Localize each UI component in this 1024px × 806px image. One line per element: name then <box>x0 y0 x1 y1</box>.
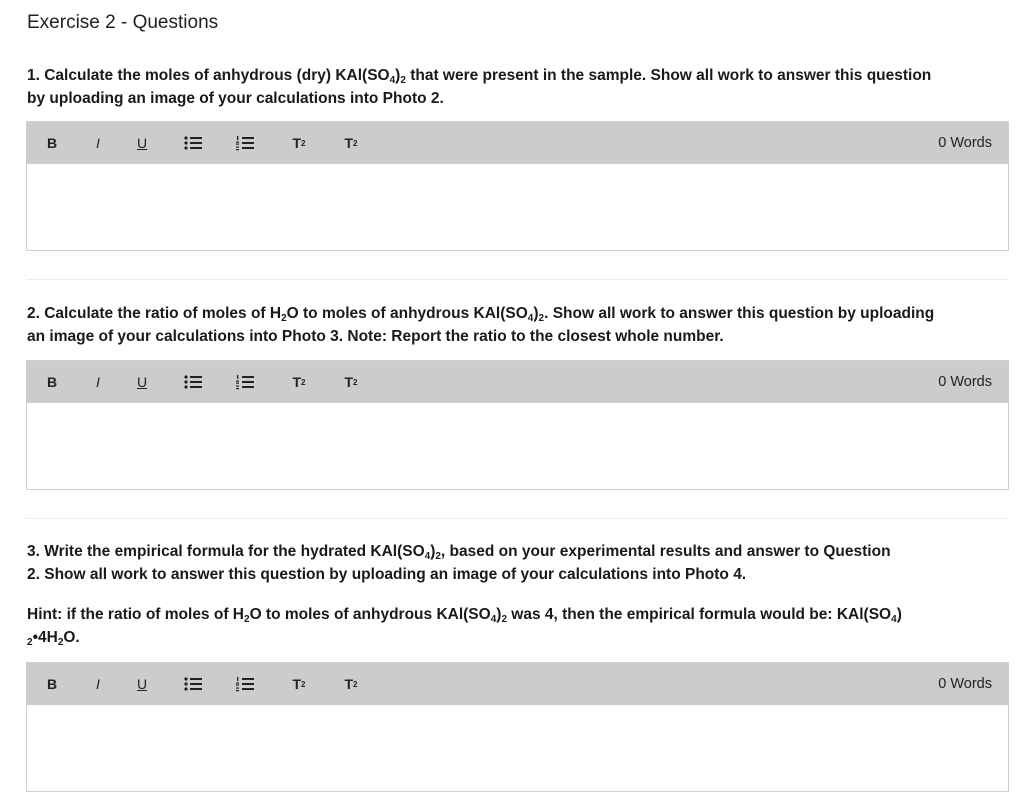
word-count: 0 Words <box>938 135 992 151</box>
numbered-list-icon[interactable] <box>235 122 255 164</box>
superscript-button[interactable]: T 2 <box>292 676 306 692</box>
divider <box>26 518 1009 519</box>
bulleted-list-icon[interactable] <box>183 122 203 164</box>
answer-editor-2 <box>26 360 1009 490</box>
bold-button[interactable]: B <box>46 676 58 692</box>
superscript-button[interactable]: T 2 <box>292 374 306 390</box>
word-count: 0 Words <box>938 676 992 692</box>
bold-button[interactable]: B <box>46 374 58 390</box>
bold-button[interactable]: B <box>46 135 58 151</box>
subscript-button[interactable]: T 2 <box>344 676 358 692</box>
underline-button[interactable]: U <box>136 676 148 692</box>
bulleted-list-icon[interactable] <box>183 361 203 403</box>
subscript-button[interactable]: T 2 <box>344 135 358 151</box>
editor-toolbar <box>27 122 1008 164</box>
divider <box>26 279 1009 280</box>
page-title: Exercise 2 - Questions <box>27 12 219 33</box>
underline-button[interactable]: U <box>136 374 148 390</box>
numbered-list-icon[interactable] <box>235 361 255 403</box>
editor-toolbar <box>27 361 1008 403</box>
answer-editor-1 <box>26 121 1009 251</box>
italic-button[interactable]: I <box>96 676 100 692</box>
subscript-button[interactable]: T 2 <box>344 374 358 390</box>
question-1-text: 1. Calculate the moles of anhydrous (dry) $KAl(SO_4)_2$ that were present in the sample. Show all work to answer this question by uploading an image of your calculations into Photo 2. <box>27 67 932 107</box>
question-3-text: 3. Write the empirical formula for the hydrated $KAl(SO_4)_2$, based on your experimental results and answer to Question 2. Show all work to answer this question by uploading an image of your calculations into Photo 4. <box>27 543 891 583</box>
question-2-text: 2. Calculate the ratio of moles of $H_2O$ to moles of anhydrous $KAl(SO_4)_2$. Show all work to answer this question by uploading an image of your calculations into Photo 3. Note: Report the ratio to the closest whole number. <box>27 305 935 345</box>
bulleted-list-icon[interactable] <box>183 663 203 705</box>
italic-button[interactable]: I <box>96 374 100 390</box>
answer-editor-3 <box>26 662 1009 792</box>
question-3-hint: Hint: if the ratio of moles of $H_2O$ to moles of anhydrous $KAl(SO_4)_2$ was 4, then the empirical formula would be: $KAl(SO_4)$ $_2•4H_2O$. <box>27 606 902 648</box>
word-count: 0 Words <box>938 374 992 390</box>
numbered-list-icon[interactable] <box>235 663 255 705</box>
answer-text-area[interactable] <box>27 164 1008 250</box>
answer-text-area[interactable] <box>27 705 1008 791</box>
superscript-button[interactable]: T 2 <box>292 135 306 151</box>
italic-button[interactable]: I <box>96 135 100 151</box>
editor-toolbar <box>27 663 1008 705</box>
underline-button[interactable]: U <box>136 135 148 151</box>
answer-text-area[interactable] <box>27 403 1008 489</box>
